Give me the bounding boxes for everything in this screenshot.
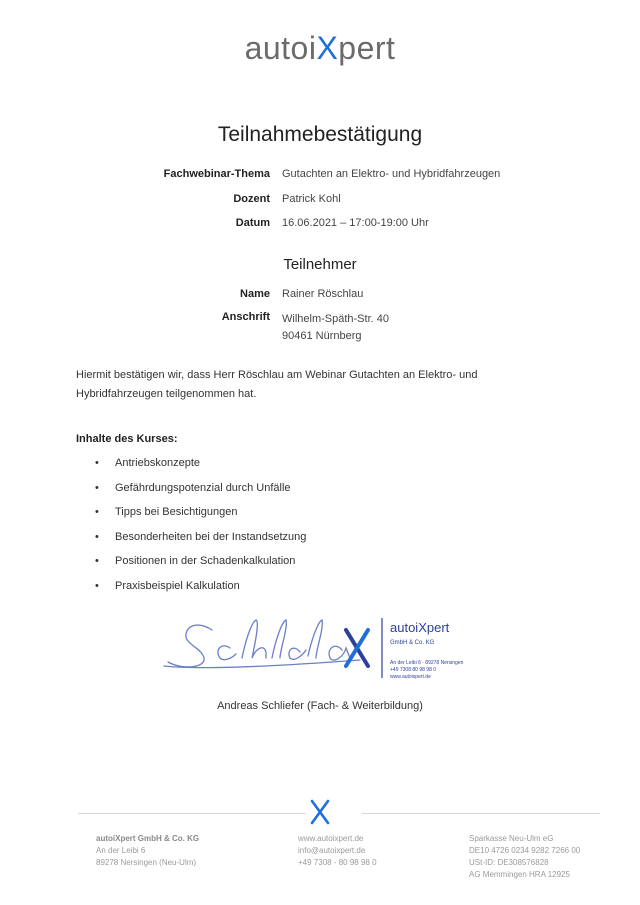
list-item-label: Besonderheiten bei der Instandsetzung bbox=[115, 530, 307, 543]
company-logo bbox=[0, 30, 640, 67]
signer-name: Andreas Schliefer (Fach- & Weiterbildung) bbox=[217, 700, 423, 712]
footer-email[interactable]: info@autoixpert.de bbox=[298, 846, 366, 855]
list-item bbox=[76, 531, 306, 556]
footer-iban: DE10 4726 0234 9282 7266 00 bbox=[469, 846, 581, 855]
list-item-label: Gefährdungspotenzial durch Unfälle bbox=[115, 481, 291, 494]
handwritten-signature bbox=[164, 620, 360, 668]
date-label: Datum bbox=[235, 217, 270, 229]
logo-x: X bbox=[316, 30, 339, 66]
footer-register: AG Memmingen HRA 12925 bbox=[469, 870, 570, 879]
list-item-label: Praxisbeispiel Kalkulation bbox=[115, 579, 240, 592]
name-label: Name bbox=[240, 288, 270, 300]
list-item bbox=[76, 457, 306, 482]
footer-city: 89278 Nersingen (Neu-Ulm) bbox=[96, 858, 197, 867]
footer-phone: +49 7308 - 80 98 98 0 bbox=[298, 858, 377, 867]
list-item bbox=[76, 482, 306, 507]
footer-company: autoiXpert GmbH & Co. KG bbox=[96, 834, 200, 843]
footer-company-column bbox=[96, 833, 199, 869]
footer-bank: Sparkasse Neu-Ulm eG bbox=[469, 834, 554, 843]
lecturer-label: Dozent bbox=[233, 193, 270, 205]
bullet-icon: • bbox=[95, 555, 99, 568]
logo-suffix: pert bbox=[338, 30, 396, 66]
list-item bbox=[76, 555, 306, 580]
list-item bbox=[76, 506, 306, 531]
footer-vat: USt-ID: DE308576828 bbox=[469, 858, 549, 867]
stamp-company-type: GmbH & Co. KG bbox=[390, 640, 435, 646]
address-line1: Wilhelm-Späth-Str. 40 bbox=[282, 313, 389, 325]
document-title: Teilnahmebestätigung bbox=[217, 123, 423, 146]
bullet-icon: • bbox=[95, 530, 99, 543]
bullet-icon: • bbox=[95, 481, 99, 494]
stamp-company: autoiXpert bbox=[390, 620, 450, 635]
footer-bank-column bbox=[469, 833, 580, 881]
footer-street: An der Leibi 6 bbox=[96, 846, 146, 855]
bullet-icon: • bbox=[95, 506, 99, 519]
stamp-address: An der Leibi 6 · 89278 Nersingen bbox=[390, 660, 464, 666]
date-value: 16.06.2021 – 17:00-19:00 Uhr bbox=[282, 217, 429, 229]
logo-prefix: autoi bbox=[244, 30, 317, 66]
signature-stamp bbox=[160, 608, 500, 688]
stamp-web: www.autoixpert.de bbox=[390, 674, 431, 680]
address-value bbox=[282, 311, 389, 345]
lecturer-value: Patrick Kohl bbox=[282, 193, 341, 205]
stamp-phone: +49 7308 80 98 98 0 bbox=[390, 667, 437, 673]
address-label: Anschrift bbox=[221, 311, 270, 323]
bullet-icon: • bbox=[95, 579, 99, 592]
list-item bbox=[76, 580, 306, 605]
confirmation-text: Hiermit bestätigen wir, dass Herr Röschlau am Webinar Gutachten an Elektro- und Hybridfahrzeugen teilgenommen hat. bbox=[76, 369, 478, 400]
course-list bbox=[76, 457, 306, 605]
address-line2: 90461 Nürnberg bbox=[282, 330, 362, 342]
topic-value: Gutachten an Elektro- und Hybridfahrzeugen bbox=[282, 168, 501, 180]
footer-divider-left bbox=[78, 813, 306, 814]
footer-divider-right bbox=[362, 813, 600, 814]
participant-heading: Teilnehmer bbox=[283, 256, 357, 273]
list-item-label: Tipps bei Besichtigungen bbox=[115, 506, 238, 519]
list-item-label: Antriebskonzepte bbox=[115, 457, 200, 469]
list-item-label: Positionen in der Schadenkalkulation bbox=[115, 555, 296, 568]
name-value: Rainer Röschlau bbox=[282, 288, 364, 300]
bullet-icon: • bbox=[95, 457, 99, 469]
course-heading: Inhalte des Kurses: bbox=[76, 433, 178, 445]
footer-web[interactable]: www.autoixpert.de bbox=[298, 834, 364, 843]
footer-contact-column bbox=[298, 833, 377, 869]
footer-x-icon bbox=[308, 798, 332, 826]
topic-label: Fachwebinar-Thema bbox=[163, 168, 270, 180]
